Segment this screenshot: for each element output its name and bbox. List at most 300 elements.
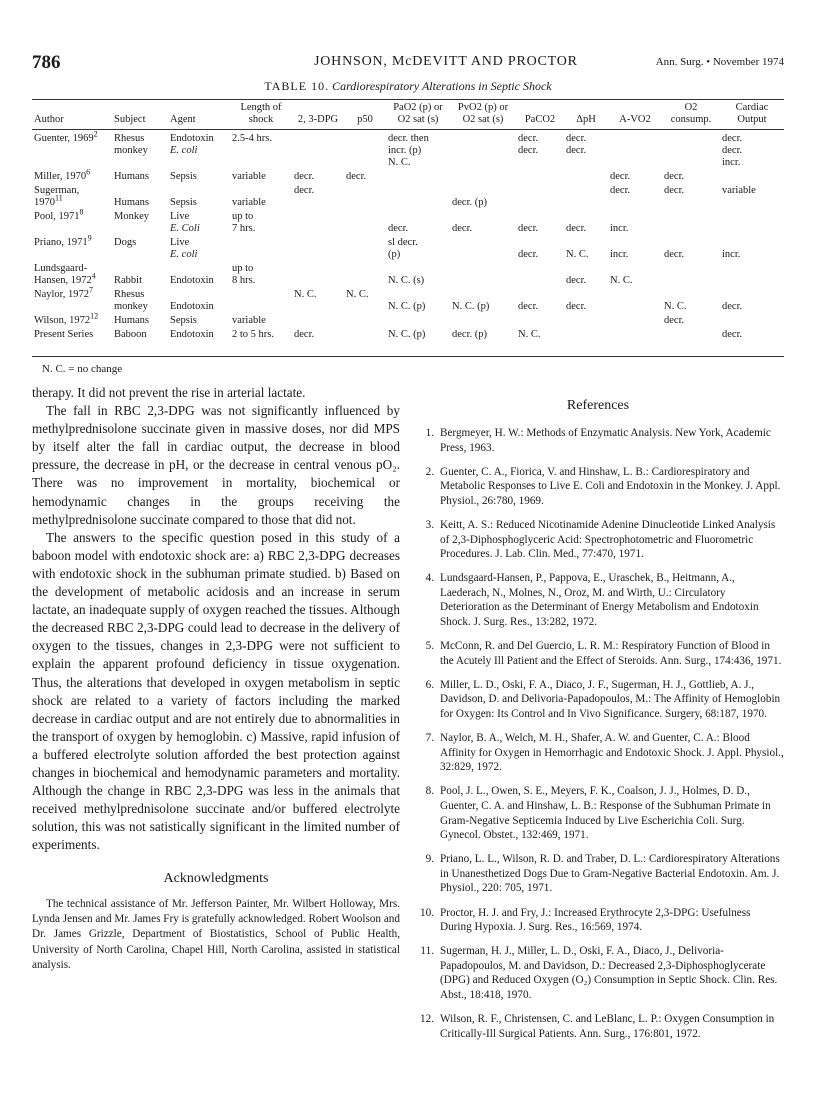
- cell-author: [32, 285, 112, 314]
- cell-text: incr.: [722, 157, 741, 168]
- column-header: Subject: [112, 101, 168, 130]
- cell-text: Humans: [114, 171, 149, 182]
- column-header: PaO2 (p) or O2 sat (s): [386, 101, 450, 130]
- cell-dpg: [292, 236, 344, 262]
- cell-p50: [344, 314, 386, 328]
- cell-line: [722, 223, 782, 235]
- cell-avo2: [608, 314, 662, 328]
- reference-marker: 12: [90, 311, 99, 321]
- reference-item: [412, 639, 784, 668]
- cell-text: 8 hrs.: [232, 275, 256, 286]
- cell-p50: [344, 262, 386, 288]
- cell-dpg: [292, 210, 344, 236]
- cell-line: [566, 185, 606, 197]
- cell-line: [664, 329, 718, 341]
- reference-item: [412, 906, 784, 935]
- cell-line: [114, 329, 166, 341]
- cell-text: decr.: [722, 133, 743, 144]
- cell-agent: [168, 184, 230, 210]
- cell-text: Sepsis: [170, 171, 197, 182]
- cell-line: [664, 301, 718, 313]
- cell-line: [722, 263, 782, 275]
- cell-line: [232, 289, 290, 301]
- reference-marker: 9: [87, 233, 92, 243]
- cell-line: [388, 289, 448, 301]
- cell-line: [722, 171, 782, 183]
- cell-line: [114, 133, 166, 145]
- cell-line: [388, 315, 448, 327]
- cell-line: [664, 275, 718, 287]
- acknowledgments-heading: Acknowledgments: [163, 871, 269, 887]
- cell-line: [664, 249, 718, 261]
- left-column: [32, 384, 400, 974]
- cell-length: [230, 130, 292, 171]
- cell-text: Baboon: [114, 329, 147, 340]
- cell-author: [32, 207, 112, 236]
- cell-line: [610, 249, 660, 261]
- cell-line: [388, 133, 448, 145]
- cell-line: [518, 275, 562, 287]
- cell-line: [388, 301, 448, 313]
- cell-line: [518, 171, 562, 183]
- cell-text: Humans: [114, 315, 149, 326]
- cell-line: [170, 211, 228, 223]
- table-row: [32, 210, 784, 236]
- cell-line: [452, 301, 514, 313]
- cell-subject: [112, 184, 168, 210]
- cell-pvo2: [450, 328, 516, 342]
- column-header: PaCO2: [516, 101, 564, 130]
- cell-line: [518, 133, 562, 145]
- cell-line: [114, 171, 166, 183]
- cell-text: decr.: [566, 301, 587, 312]
- cell-line: [664, 145, 718, 157]
- cell-line: [232, 301, 290, 313]
- column-header: ΔpH: [564, 101, 608, 130]
- reference-text: Guenter, C. A., Fiorica, V. and Hinshaw, L. B.: Cardiorespiratory and Metabolic Responses to Live E. Coli and Endotoxin in the Monkey. J. Appl. Physiol., 26:780, 1969.: [440, 465, 781, 507]
- reference-number: 7.: [425, 732, 434, 745]
- cell-line: [722, 211, 782, 223]
- cell-o2c: [662, 184, 720, 210]
- table-title: [0, 79, 816, 94]
- cell-dpg: [292, 184, 344, 210]
- reference-text: Lundsgaard-Hansen, P., Pappova, E., Uraschek, B., Heitmann, A., Laederach, N., Molnes, N., Oroz, M. and Wirth, U.: Circulatory Deterioration as the Determinant of Energy Metabolism and Endotoxin Shock. J. Surg. Res., 13:282, 1972.: [440, 572, 759, 629]
- cell-text: monkey: [114, 301, 148, 312]
- cell-text: up to: [232, 263, 254, 274]
- cell-text: decr.: [664, 171, 685, 182]
- cell-text: decr.: [664, 315, 685, 326]
- reference-text: McConn, R. and Del Guercio, L. R. M.: Respiratory Function of Blood in the Acutely Ill Patient and the Effect of Steroids. Ann. Surg., 174:436, 1971.: [440, 640, 782, 667]
- cell-line: [452, 157, 514, 169]
- cell-text: N. C.: [518, 329, 541, 340]
- cell-author: [32, 233, 112, 262]
- cell-text: 2 to 5 hrs.: [232, 329, 274, 340]
- cell-text: incr.: [610, 249, 629, 260]
- cell-text: monkey: [114, 145, 148, 156]
- table-row: [32, 288, 784, 314]
- cell-line: [452, 263, 514, 275]
- cell-text: decr.: [518, 145, 539, 156]
- cell-line: [610, 301, 660, 313]
- cell-text: N. C.: [664, 301, 687, 312]
- cell-line: [232, 315, 290, 327]
- reference-item: [412, 426, 784, 455]
- cell-line: [114, 289, 166, 301]
- cell-line: [722, 185, 782, 197]
- cell-text: decr.: [722, 301, 743, 312]
- cell-co: [720, 130, 784, 171]
- cell-line: [566, 211, 606, 223]
- cell-line: [722, 315, 782, 327]
- cell-co: [720, 210, 784, 236]
- cell-text: Live: [170, 237, 190, 248]
- cell-line: [664, 223, 718, 235]
- cell-line: [566, 249, 606, 261]
- cell-line: [232, 185, 290, 197]
- column-header: Length of shock: [230, 101, 292, 130]
- journal-citation: Ann. Surg. • November 1974: [655, 56, 784, 68]
- running-header: [32, 52, 784, 74]
- column-header: Cardiac Output: [720, 101, 784, 130]
- data-table: [32, 101, 784, 342]
- cell-line: [388, 237, 448, 249]
- cell-pao2: [386, 236, 450, 262]
- cell-text: decr. then: [388, 133, 429, 144]
- table-body: [32, 130, 784, 343]
- cell-text: Endotoxin: [170, 133, 214, 144]
- cell-line: [566, 145, 606, 157]
- cell-line: [452, 275, 514, 287]
- cell-agent: [168, 130, 230, 171]
- cell-text-italic: E. coli: [170, 145, 198, 156]
- reference-marker: 6: [86, 167, 91, 177]
- cell-line: [722, 329, 782, 341]
- cell-line: [114, 211, 166, 223]
- cell-line: [170, 329, 228, 341]
- table-row: [32, 184, 784, 210]
- cell-line: [452, 185, 514, 197]
- cell-line: [664, 157, 718, 169]
- cell-line: [518, 315, 562, 327]
- cell-pao2: [386, 170, 450, 184]
- cell-text: decr.: [518, 301, 539, 312]
- right-column: [412, 398, 784, 1051]
- cell-line: [114, 263, 166, 275]
- cell-text: Sepsis: [170, 197, 197, 208]
- reference-text: Proctor, H. J. and Fry, J.: Increased Erythrocyte 2,3-DPG: Usefulness During Hypoxia. J. Surg. Res., 16:569, 1974.: [440, 906, 751, 934]
- author-name: Priano, 1971: [34, 237, 88, 248]
- cell-text: decr.: [346, 171, 367, 182]
- cell-length: [230, 184, 292, 210]
- cell-line: [452, 249, 514, 261]
- acknowledgments-text: The technical assistance of Mr. Jefferson Painter, Mr. Wilbert Holloway, Mrs. Lynda Jensen and Mr. James Fry is gratefully acknowledged. Robert Woolson and Dr. James Grizzle, Department of Biostatistics, School of Public Health, University of North Carolina, Chapel Hill, North Carolina, assisted in statistical analysis.: [32, 897, 400, 972]
- cell-line: [170, 301, 228, 313]
- author-name: Guenter, 1969: [34, 133, 94, 144]
- cell-text: decr.: [664, 185, 685, 196]
- cell-line: [610, 289, 660, 301]
- cell-line: [452, 145, 514, 157]
- reference-text: Pool, J. L., Owen, S. E., Meyers, F. K., Coalson, J. J., Holmes, D. D., Guenter, C. A. and Hinshaw, L. B.: Response of the Subhuman Primate in Gram-Negative Septicemia Induced by Live Escherichia Coli. Surg. Gynecol. Obstet., 132:469, 1971.: [440, 785, 771, 842]
- cell-text: N. C.: [294, 289, 317, 300]
- cell-line: [232, 223, 290, 235]
- cell-text: up to: [232, 211, 254, 222]
- cell-line: [114, 315, 166, 327]
- table-row: [32, 262, 784, 288]
- reference-text: Sugerman, H. J., Miller, L. D., Oski, F. A., Diaco, J., Delivoria-Papadopoulos, M. and Davidson, D.: Decreased 2,3-Diphosphoglycerate (DPG) and Reduced Oxygen (O₂) Consumption in Septic Shock. Clin. Res. Abst., 18:418, 1970.: [440, 945, 778, 1001]
- cell-co: [720, 170, 784, 184]
- cell-line: [452, 315, 514, 327]
- column-header: A-VO2: [608, 101, 662, 130]
- cell-co: [720, 236, 784, 262]
- cell-text: Rhesus: [114, 133, 145, 144]
- reference-item: [412, 852, 784, 896]
- cell-text: N. C. (p): [388, 301, 426, 312]
- cell-paco2: [516, 236, 564, 262]
- cell-line: [664, 133, 718, 145]
- body-paragraph-1: therapy. It did not prevent the rise in arterial lactate.: [32, 385, 306, 400]
- cell-line: [722, 133, 782, 145]
- reference-text: Keitt, A. S.: Reduced Nicotinamide Adenine Dinucleotide Linked Analysis of 2,3-Diphosphoglyceric Acid: Spectrophotometric and Fluorometric Procedures. J. Lab. Clin. Med., 77:470, 1971.: [440, 518, 776, 561]
- cell-line: [388, 249, 448, 261]
- cell-line: [664, 211, 718, 223]
- cell-p50: [344, 130, 386, 171]
- cell-line: [452, 223, 514, 235]
- reference-marker: 4: [91, 271, 96, 281]
- cell-line: [114, 275, 166, 287]
- cell-line: [610, 263, 660, 275]
- reference-number: 12.: [420, 1013, 434, 1026]
- cell-co: [720, 288, 784, 314]
- cell-line: [232, 329, 290, 341]
- cell-text: Dogs: [114, 237, 137, 248]
- cell-agent: [168, 170, 230, 184]
- cell-paco2: [516, 210, 564, 236]
- reference-list: [412, 426, 784, 1041]
- cell-line: [518, 237, 562, 249]
- cell-pvo2: [450, 314, 516, 328]
- cell-dph: [564, 288, 608, 314]
- cell-o2c: [662, 210, 720, 236]
- cell-author: [32, 167, 112, 184]
- cell-text: decr.: [566, 145, 587, 156]
- cell-text: Endotoxin: [170, 329, 214, 340]
- cell-line: [232, 237, 290, 249]
- cell-line: [664, 197, 718, 209]
- cell-line: [566, 329, 606, 341]
- cell-paco2: [516, 262, 564, 288]
- column-header: PvO2 (p) or O2 sat (s): [450, 101, 516, 130]
- cell-dph: [564, 170, 608, 184]
- cell-dph: [564, 262, 608, 288]
- cell-dpg: [292, 170, 344, 184]
- reference-item: [412, 465, 784, 509]
- cell-p50: [344, 184, 386, 210]
- cell-line: [610, 171, 660, 183]
- table-number: TABLE 10.: [264, 79, 330, 93]
- cell-length: [230, 328, 292, 342]
- cell-paco2: [516, 328, 564, 342]
- cell-line: [452, 171, 514, 183]
- cell-length: [230, 210, 292, 236]
- cell-line: [170, 223, 228, 235]
- cell-text: decr.: [294, 171, 315, 182]
- cell-text: decr.: [518, 223, 539, 234]
- reference-item: [412, 944, 784, 1002]
- cell-subject: [112, 130, 168, 171]
- reference-text: Bergmeyer, H. W.: Methods of Enzymatic Analysis. New York, Academic Press, 1963.: [440, 427, 771, 454]
- cell-text: decr.: [452, 223, 473, 234]
- cell-line: [566, 237, 606, 249]
- reference-text: Wilson, R. F., Christensen, C. and LeBlanc, L. P.: Oxygen Consumption in Critically-Ill Surgical Patients. Ann. Surg., 176:801, 1972.: [440, 1013, 775, 1040]
- cell-o2c: [662, 328, 720, 342]
- author-name: Sugerman, 1970: [34, 185, 80, 208]
- cell-text: decr.: [722, 329, 743, 340]
- table-header: [32, 101, 784, 130]
- cell-line: [566, 301, 606, 313]
- cell-text: decr.: [722, 145, 743, 156]
- cell-text: variable: [722, 185, 756, 196]
- cell-line: [518, 263, 562, 275]
- cell-pvo2: [450, 170, 516, 184]
- cell-subject: [112, 210, 168, 236]
- cell-text-italic: E. Coli: [170, 223, 200, 234]
- cell-p50: [344, 288, 386, 314]
- reference-number: 5.: [425, 640, 434, 653]
- cell-text: decr.: [610, 171, 631, 182]
- cell-avo2: [608, 184, 662, 210]
- cell-line: [170, 197, 228, 209]
- body-paragraph-3: The answers to the specific question posed in this study of a baboon model with endotoxic shock are: a) RBC 2,3-DPG decreases with endotoxic shock in the subhuman primate studied. b) Based on the development of metabolic acidosis and an increase in serum lactate, an inadequate supply of oxygen reached the tissues. Although the decreased RBC 2,3-DPG could lead to decrease in the delivery of oxygen to the tissues, changes in 2,3-DPG were not sufficient to explain the apparent profound deficiency in tissue oxygenation. Thus, the alterations that developed in oxygen metabolism in septic shock are related to a variety of factors including the marked decrease in cardiac output and are not entirely due to abnormalities in the transport of oxygen by hemoglobin. c) Massive, rapid infusion of a buffered electrolyte solution afforded the best protection against changes in biochemical and hemodynamic parameters and mortality. Although the change in RBC 2,3-DPG was less in the animals that received methylprednisolone succinate and/or buffered electrolyte solution, this was not satistically significant in the limited number of experiments.: [32, 529, 400, 853]
- cell-text: (p): [388, 249, 401, 260]
- cell-o2c: [662, 314, 720, 328]
- cell-length: [230, 262, 292, 288]
- cell-pvo2: [450, 210, 516, 236]
- cell-line: [610, 223, 660, 235]
- cell-line: [388, 171, 448, 183]
- cell-line: [610, 133, 660, 145]
- cell-line: [170, 237, 228, 249]
- cell-o2c: [662, 236, 720, 262]
- references-heading: References: [566, 398, 630, 413]
- cell-line: [664, 315, 718, 327]
- cell-pao2: [386, 288, 450, 314]
- reference-item: [412, 731, 784, 775]
- cell-length: [230, 314, 292, 328]
- cell-line: [722, 157, 782, 169]
- reference-number: 2.: [425, 465, 434, 478]
- cell-line: [566, 133, 606, 145]
- cell-line: [170, 133, 228, 145]
- cell-line: [610, 211, 660, 223]
- author-name: Pool, 1971: [34, 211, 80, 222]
- cell-pvo2: [450, 130, 516, 171]
- table-top-rule: [32, 99, 784, 100]
- cell-line: [452, 237, 514, 249]
- cell-line: [232, 157, 290, 169]
- cell-text: N. C.: [610, 275, 633, 286]
- cell-pao2: [386, 130, 450, 171]
- cell-agent: [168, 262, 230, 288]
- cell-dph: [564, 130, 608, 171]
- cell-co: [720, 314, 784, 328]
- cell-line: [388, 211, 448, 223]
- cell-author: [32, 328, 112, 342]
- cell-line: [170, 249, 228, 261]
- table-row: [32, 236, 784, 262]
- cell-text: incr.: [610, 223, 629, 234]
- cell-o2c: [662, 170, 720, 184]
- cell-line: [114, 301, 166, 313]
- cell-line: [388, 185, 448, 197]
- cell-text: Live: [170, 211, 190, 222]
- cell-subject: [112, 328, 168, 342]
- body-paragraph-2: The fall in RBC 2,3-DPG was not significantly influenced by methylprednisolone succinate given in massive doses, nor did MPS by itself alter the fall in cardiac output, the decrease in blood pressure, the decrease in pH, or the decrease in central venous pO₂. There was no improvement in mortality, biochemical or hemodynamic changes in the groups receiving the methylprednisolone succinate compared to those that did not.: [32, 403, 400, 527]
- cell-line: [566, 171, 606, 183]
- cell-line: [722, 249, 782, 261]
- cell-dph: [564, 210, 608, 236]
- cell-text: N. C.: [566, 249, 589, 260]
- cell-avo2: [608, 236, 662, 262]
- cell-text: Endotoxin: [170, 301, 214, 312]
- cell-line: [566, 263, 606, 275]
- cell-subject: [112, 314, 168, 328]
- cell-line: [610, 315, 660, 327]
- reference-number: 4.: [425, 572, 434, 585]
- cell-o2c: [662, 130, 720, 171]
- column-header: Agent: [168, 101, 230, 130]
- cell-line: [664, 237, 718, 249]
- cell-dpg: [292, 262, 344, 288]
- cell-text: N. C. (p): [452, 301, 490, 312]
- cell-line: [664, 171, 718, 183]
- reference-number: 6.: [425, 678, 434, 691]
- cell-line: [518, 329, 562, 341]
- cell-agent: [168, 210, 230, 236]
- cell-line: [170, 315, 228, 327]
- cell-line: [232, 211, 290, 223]
- cell-o2c: [662, 262, 720, 288]
- cell-line: [664, 289, 718, 301]
- author-name: Naylor, 1972: [34, 289, 89, 300]
- cell-text: N. C.: [388, 157, 411, 168]
- cell-line: [232, 133, 290, 145]
- table-row: [32, 130, 784, 171]
- cell-line: [232, 263, 290, 275]
- reference-text: Miller, L. D., Oski, F. A., Diaco, J. F., Sugerman, H. J., Gottlieb, A. J., Davidson, D. and Delivoria-Papadopoulos, M.: The Affinity of Hemoglobin for Oxygen: Its Control and In Vivo Significance. Surgery, 68:187, 1970.: [440, 678, 781, 720]
- cell-line: [170, 275, 228, 287]
- cell-line: [610, 275, 660, 287]
- cell-paco2: [516, 314, 564, 328]
- running-authors: JOHNSON, McDEVITT AND PROCTOR: [314, 54, 578, 69]
- cell-text: N. C. (s): [388, 275, 425, 286]
- cell-dpg: [292, 328, 344, 342]
- cell-dph: [564, 184, 608, 210]
- cell-line: [566, 315, 606, 327]
- reference-item: [412, 1012, 784, 1041]
- cell-avo2: [608, 130, 662, 171]
- reference-marker: 11: [55, 193, 63, 203]
- cell-line: [518, 249, 562, 261]
- cell-line: [388, 329, 448, 341]
- cell-pvo2: [450, 288, 516, 314]
- cell-text: decr.: [610, 185, 631, 196]
- cell-author: [32, 262, 112, 288]
- cell-pvo2: [450, 262, 516, 288]
- cell-dpg: [292, 130, 344, 171]
- cell-line: [722, 197, 782, 209]
- cell-line: [610, 157, 660, 169]
- author-name: Lundsgaard-Hansen, 1972: [34, 263, 92, 286]
